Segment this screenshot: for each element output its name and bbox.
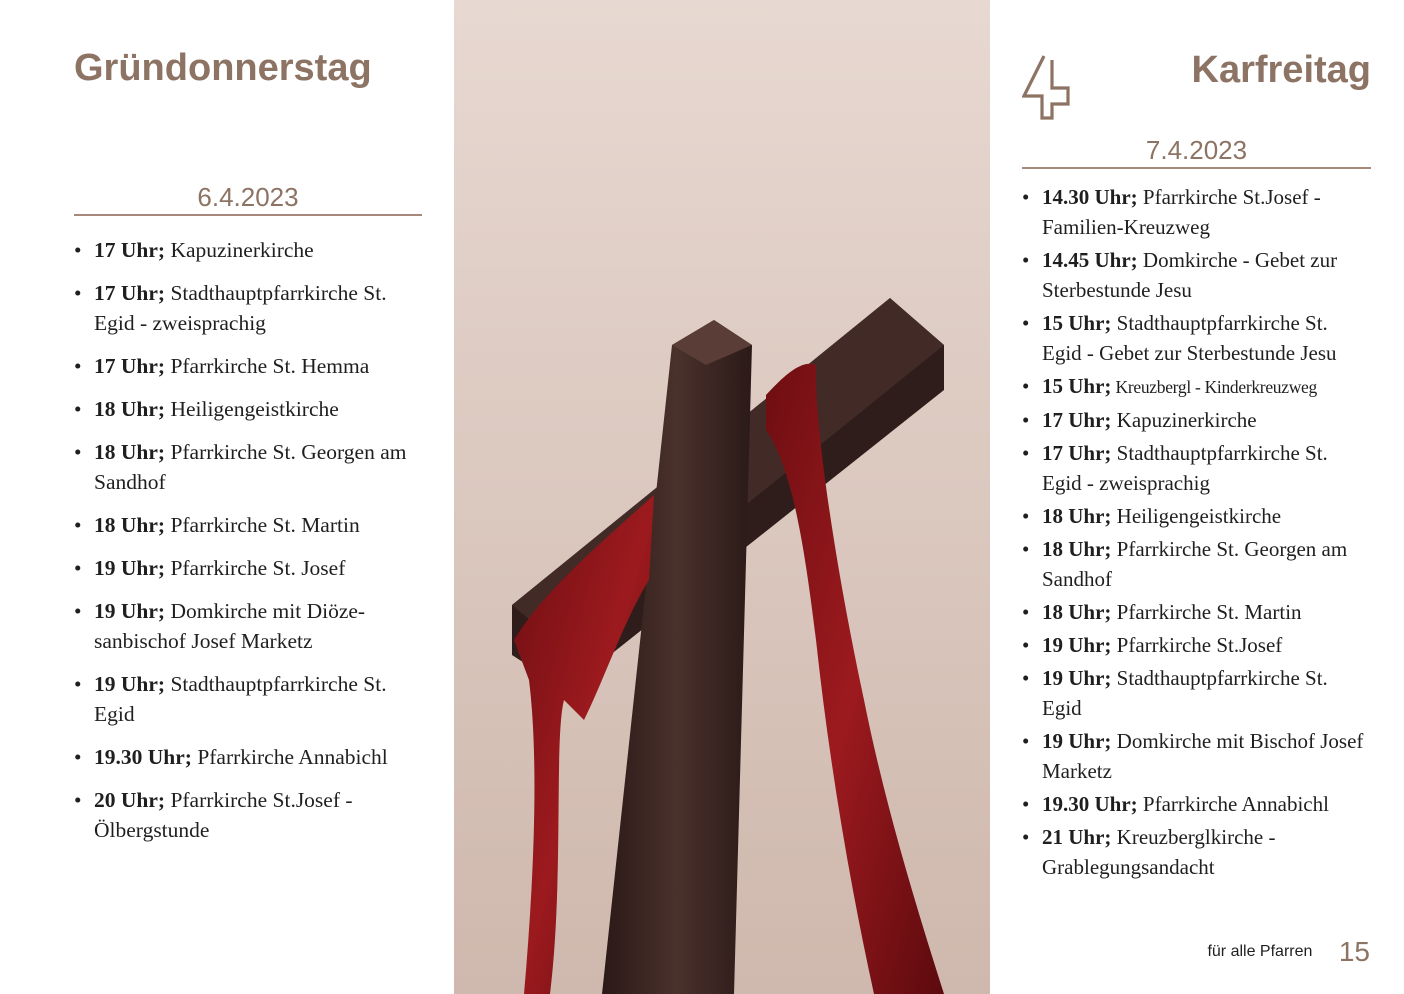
right-title: Karfreitag (1191, 49, 1371, 91)
event-location: Stadthauptpfarrkirche St. Egid - Gebet zur Sterbestunde Jesu (1042, 311, 1337, 365)
event-location: Pfarrkirche Annabichl (1137, 792, 1329, 816)
event-time: 18 Uhr; (94, 397, 166, 421)
event-location: Pfarrkirche St.Josef (1111, 633, 1283, 657)
event-location: Kapuzinerkirche (165, 238, 314, 262)
event-location: Pfarrkirche St. Georgen am Sandhof (1042, 537, 1348, 591)
event-item (74, 437, 422, 497)
bullet-icon: • (74, 745, 82, 769)
event-item (1022, 405, 1371, 435)
event-time: 18 Uhr; (1042, 537, 1112, 561)
event-item (1022, 245, 1371, 305)
event-time: 19 Uhr; (1042, 633, 1112, 657)
event-location: Pfarrkirche St. Martin (1111, 600, 1302, 624)
page-number: 15 (1338, 936, 1370, 967)
event-time: 14.45 Uhr; (1042, 248, 1138, 272)
bullet-icon: • (1022, 374, 1030, 398)
bullet-icon: • (1022, 311, 1030, 335)
bullet-icon: • (74, 788, 82, 812)
event-item (74, 742, 422, 772)
footer-label: für alle Pfarren (1207, 943, 1313, 960)
event-time: 19.30 Uhr; (1042, 792, 1138, 816)
bullet-icon: • (1022, 504, 1030, 528)
event-location: Stadthauptpfarrkirche St. Egid - zweisprachig (1042, 441, 1328, 495)
event-time: 18 Uhr; (94, 440, 166, 464)
event-item (1022, 534, 1371, 594)
event-location: Domkirche - Gebet zur Sterbestunde Jesu (1042, 248, 1338, 302)
event-location: Stadthauptpfarrkirche St. Egid - zweisprachig (94, 281, 387, 335)
event-location: Stadthauptpfarrkirche St. Egid (94, 672, 387, 726)
event-time: 19 Uhr; (1042, 729, 1112, 753)
event-item (1022, 822, 1371, 882)
event-location: Pfarrkirche St.Josef - Ölbergstunde (94, 788, 353, 842)
page-footer (1207, 936, 1370, 968)
bullet-icon: • (74, 281, 82, 305)
event-item (74, 785, 422, 845)
bullet-icon: • (74, 440, 82, 464)
bullet-icon: • (1022, 537, 1030, 561)
bullet-icon: • (74, 672, 82, 696)
bullet-icon: • (1022, 729, 1030, 753)
bullet-icon: • (1022, 825, 1030, 849)
bullet-icon: • (74, 354, 82, 378)
bullet-icon: • (1022, 441, 1030, 465)
event-location: Domkirche mit Bischof Josef Marketz (1042, 729, 1364, 783)
event-location: Domkirche mit Diöze-sanbischof Josef Marketz (94, 599, 366, 653)
event-location: Pfarrkirche St.Josef - Familien-Kreuzweg (1042, 185, 1321, 239)
bullet-icon: • (74, 397, 82, 421)
event-item (74, 278, 422, 338)
event-item (1022, 371, 1371, 402)
event-item (74, 394, 422, 424)
event-time: 19 Uhr; (94, 599, 166, 623)
event-location: Kreuzbergl - Kinderkreuzweg (1111, 377, 1317, 397)
bullet-icon: • (74, 238, 82, 262)
event-item (1022, 663, 1371, 723)
event-location: Heiligengeistkirche (165, 397, 339, 421)
event-location: Stadthauptpfarrkirche St. Egid (1042, 666, 1328, 720)
event-item (1022, 438, 1371, 498)
event-item (1022, 789, 1371, 819)
event-time: 14.30 Uhr; (1042, 185, 1138, 209)
bullet-icon: • (1022, 633, 1030, 657)
event-time: 19.30 Uhr; (94, 745, 192, 769)
right-date: 7.4.2023 (1022, 135, 1371, 169)
bullet-icon: • (1022, 792, 1030, 816)
event-location: Pfarrkirche St. Georgen am Sandhof (94, 440, 407, 494)
event-time: 17 Uhr; (94, 354, 166, 378)
right-event-list (1022, 182, 1371, 885)
event-location: Pfarrkirche Annabichl (191, 745, 388, 769)
bullet-icon: • (1022, 408, 1030, 432)
event-time: 17 Uhr; (94, 238, 166, 262)
event-time: 18 Uhr; (94, 513, 166, 537)
event-time: 20 Uhr; (94, 788, 166, 812)
bullet-icon: • (1022, 248, 1030, 272)
event-time: 21 Uhr; (1042, 825, 1112, 849)
cross-photo-illustration (454, 0, 990, 994)
event-time: 18 Uhr; (1042, 504, 1112, 528)
left-title: Gründonnerstag (74, 47, 372, 89)
event-item (1022, 501, 1371, 531)
event-location: Pfarrkirche St. Josef (165, 556, 346, 580)
cross-icon (1022, 52, 1074, 122)
event-item (74, 235, 422, 265)
event-time: 19 Uhr; (1042, 666, 1112, 690)
event-item (1022, 182, 1371, 242)
event-time: 19 Uhr; (94, 556, 166, 580)
event-time: 15 Uhr; (1042, 374, 1112, 398)
event-time: 18 Uhr; (1042, 600, 1112, 624)
event-item (1022, 630, 1371, 660)
event-location: Heiligengeistkirche (1111, 504, 1282, 528)
bullet-icon: • (1022, 666, 1030, 690)
bullet-icon: • (74, 599, 82, 623)
event-item (1022, 597, 1371, 627)
event-time: 17 Uhr; (1042, 408, 1112, 432)
event-item (74, 510, 422, 540)
event-item (1022, 308, 1371, 368)
event-location: Kapuzinerkirche (1111, 408, 1257, 432)
bullet-icon: • (74, 556, 82, 580)
event-item (74, 596, 422, 656)
event-item (74, 553, 422, 583)
bullet-icon: • (74, 513, 82, 537)
wooden-cross-photo (454, 0, 990, 994)
event-time: 17 Uhr; (1042, 441, 1112, 465)
event-item (74, 669, 422, 729)
bullet-icon: • (1022, 600, 1030, 624)
event-time: 19 Uhr; (94, 672, 166, 696)
bullet-icon: • (1022, 185, 1030, 209)
event-location: Pfarrkirche St. Hemma (165, 354, 370, 378)
left-date: 6.4.2023 (74, 182, 422, 216)
event-location: Pfarrkirche St. Martin (165, 513, 360, 537)
event-time: 17 Uhr; (94, 281, 166, 305)
event-location: Kreuzberglkirche - Grablegungsandacht (1042, 825, 1276, 879)
event-time: 15 Uhr; (1042, 311, 1112, 335)
left-event-list (74, 235, 422, 858)
event-item (74, 351, 422, 381)
event-item (1022, 726, 1371, 786)
